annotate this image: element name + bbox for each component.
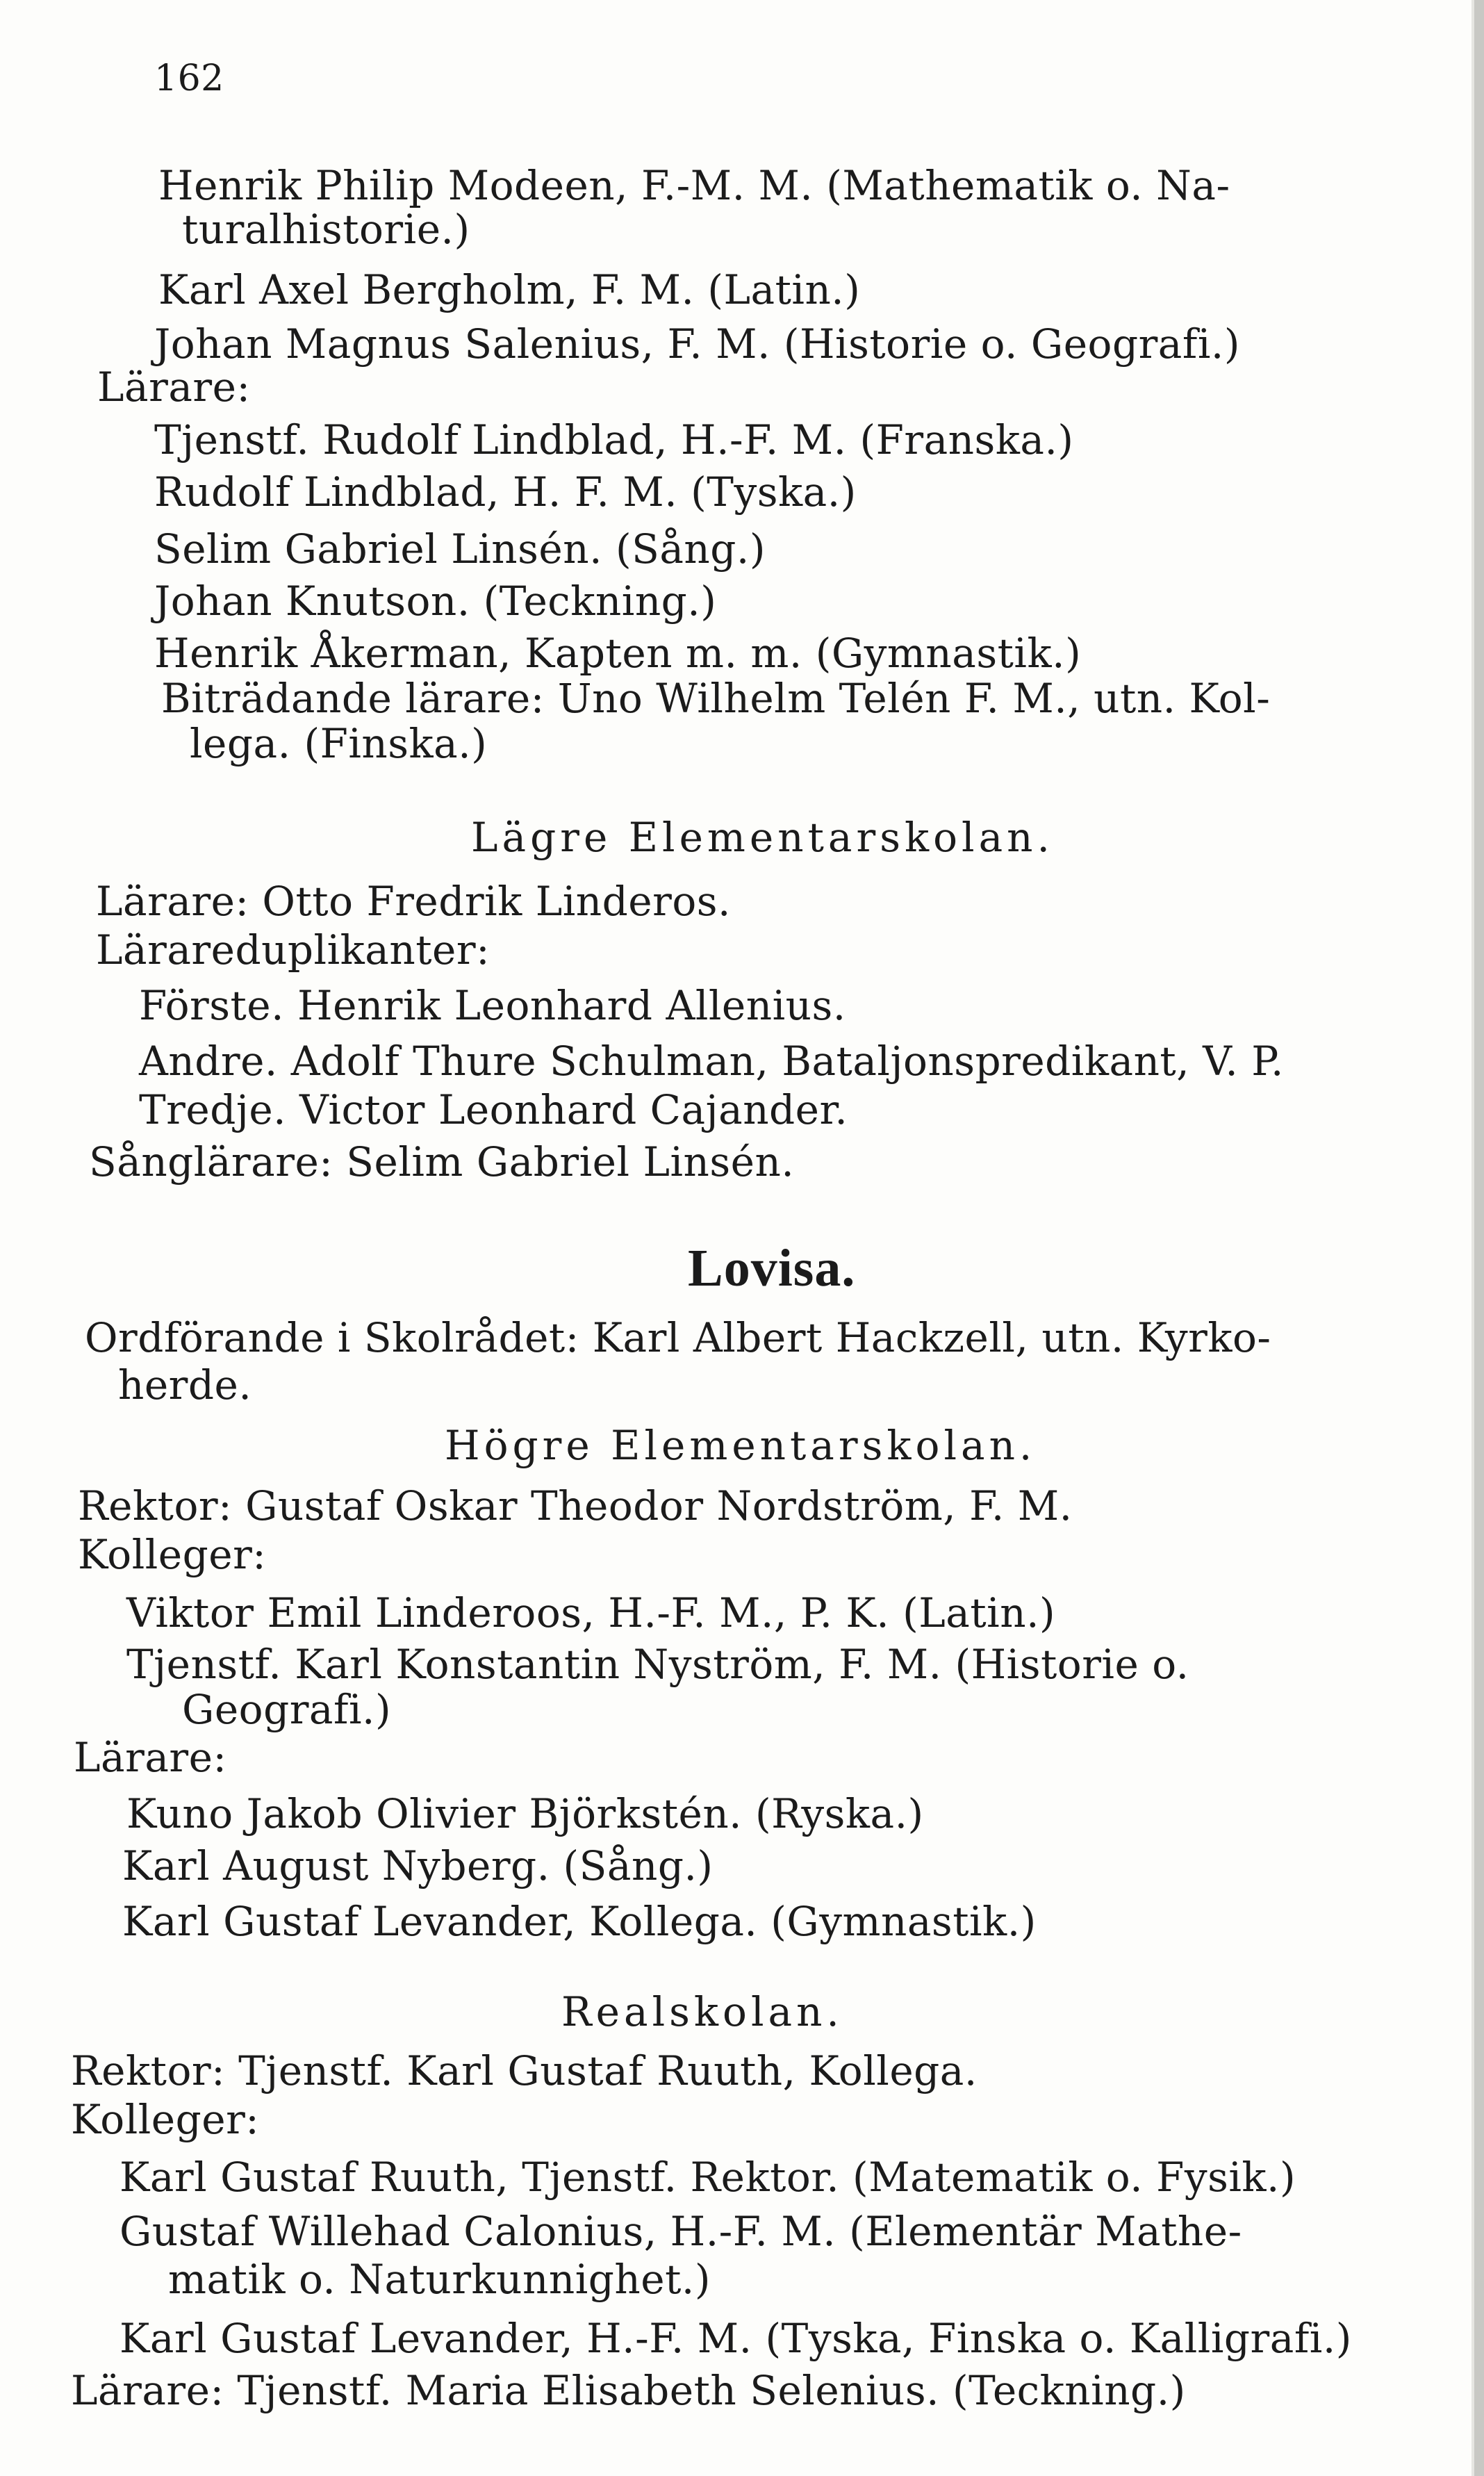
subsection-heading: Realskolan. xyxy=(561,1988,843,2035)
section-label: Lärareduplikanter: xyxy=(96,926,490,974)
text-line: Andre. Adolf Thure Schulman, Bataljonspredikant, V. P. xyxy=(139,1038,1284,1085)
text-line: Henrik Philip Modeen, F.-M. M. (Mathematik o. Na- xyxy=(158,162,1230,209)
page-edge-highlight xyxy=(1471,0,1474,2476)
text-line: Henrik Åkerman, Kapten m. m. (Gymnastik.) xyxy=(154,630,1082,677)
text-line: Förste. Henrik Leonhard Allenius. xyxy=(139,982,846,1029)
text-line: Rektor: Gustaf Oskar Theodor Nordström, F. M. xyxy=(78,1482,1073,1530)
text-line: Tjenstf. Rudolf Lindblad, H.-F. M. (Franska.) xyxy=(154,416,1074,464)
subsection-heading: Högre Elementarskolan. xyxy=(445,1422,1037,1469)
text-line: Rektor: Tjenstf. Karl Gustaf Ruuth, Kollega. xyxy=(71,2047,978,2094)
text-line: Karl August Nyberg. (Sång.) xyxy=(122,1842,714,1889)
text-line: lega. (Finska.) xyxy=(190,720,488,767)
text-line: herde. xyxy=(118,1361,252,1409)
text-line: Geografi.) xyxy=(182,1686,392,1733)
town-heading: Lovisa. xyxy=(688,1239,856,1297)
text-line: Ordförande i Skolrådet: Karl Albert Hackzell, utn. Kyrko- xyxy=(85,1314,1271,1361)
page-edge-shadow xyxy=(1474,0,1484,2476)
text-line: Sånglärare: Selim Gabriel Linsén. xyxy=(89,1138,795,1186)
text-line: Karl Axel Bergholm, F. M. (Latin.) xyxy=(158,266,861,313)
text-line: turalhistorie.) xyxy=(182,206,470,253)
section-label: Kolleger: xyxy=(78,1531,267,1578)
text-line: Johan Knutson. (Teckning.) xyxy=(154,577,717,625)
text-line: Lärare: Tjenstf. Maria Elisabeth Selenius. (Teckning.) xyxy=(71,2367,1186,2414)
text-line: Tredje. Victor Leonhard Cajander. xyxy=(139,1086,848,1133)
text-line: Karl Gustaf Levander, Kollega. (Gymnastik.) xyxy=(122,1898,1037,1945)
text-line: matik o. Naturkunnighet.) xyxy=(168,2256,711,2303)
section-label: Lärare: xyxy=(74,1734,227,1781)
section-label: Kolleger: xyxy=(71,2096,260,2143)
text-line: Kuno Jakob Olivier Björkstén. (Ryska.) xyxy=(126,1790,924,1837)
subsection-heading: Lägre Elementarskolan. xyxy=(471,814,1054,861)
section-label: Lärare: xyxy=(97,363,251,411)
text-line: Gustaf Willehad Calonius, H.-F. M. (Elementär Mathe- xyxy=(119,2208,1242,2255)
text-line: Rudolf Lindblad, H. F. M. (Tyska.) xyxy=(154,468,857,516)
text-line: Lärare: Otto Fredrik Linderos. xyxy=(96,878,731,925)
text-line: Selim Gabriel Linsén. (Sång.) xyxy=(154,525,766,573)
text-line: Karl Gustaf Ruuth, Tjenstf. Rektor. (Matematik o. Fysik.) xyxy=(119,2154,1296,2201)
text-line: Johan Magnus Salenius, F. M. (Historie o. Geografi.) xyxy=(154,320,1240,368)
text-line: Karl Gustaf Levander, H.-F. M. (Tyska, Finska o. Kalligrafi.) xyxy=(119,2315,1352,2362)
text-line: Viktor Emil Linderoos, H.-F. M., P. K. (Latin.) xyxy=(126,1589,1056,1637)
text-line: Tjenstf. Karl Konstantin Nyström, F. M. (Historie o. xyxy=(126,1641,1189,1688)
text-line: Biträdande lärare: Uno Wilhelm Telén F. M., utn. Kol- xyxy=(161,675,1271,722)
page-number: 162 xyxy=(154,58,224,99)
